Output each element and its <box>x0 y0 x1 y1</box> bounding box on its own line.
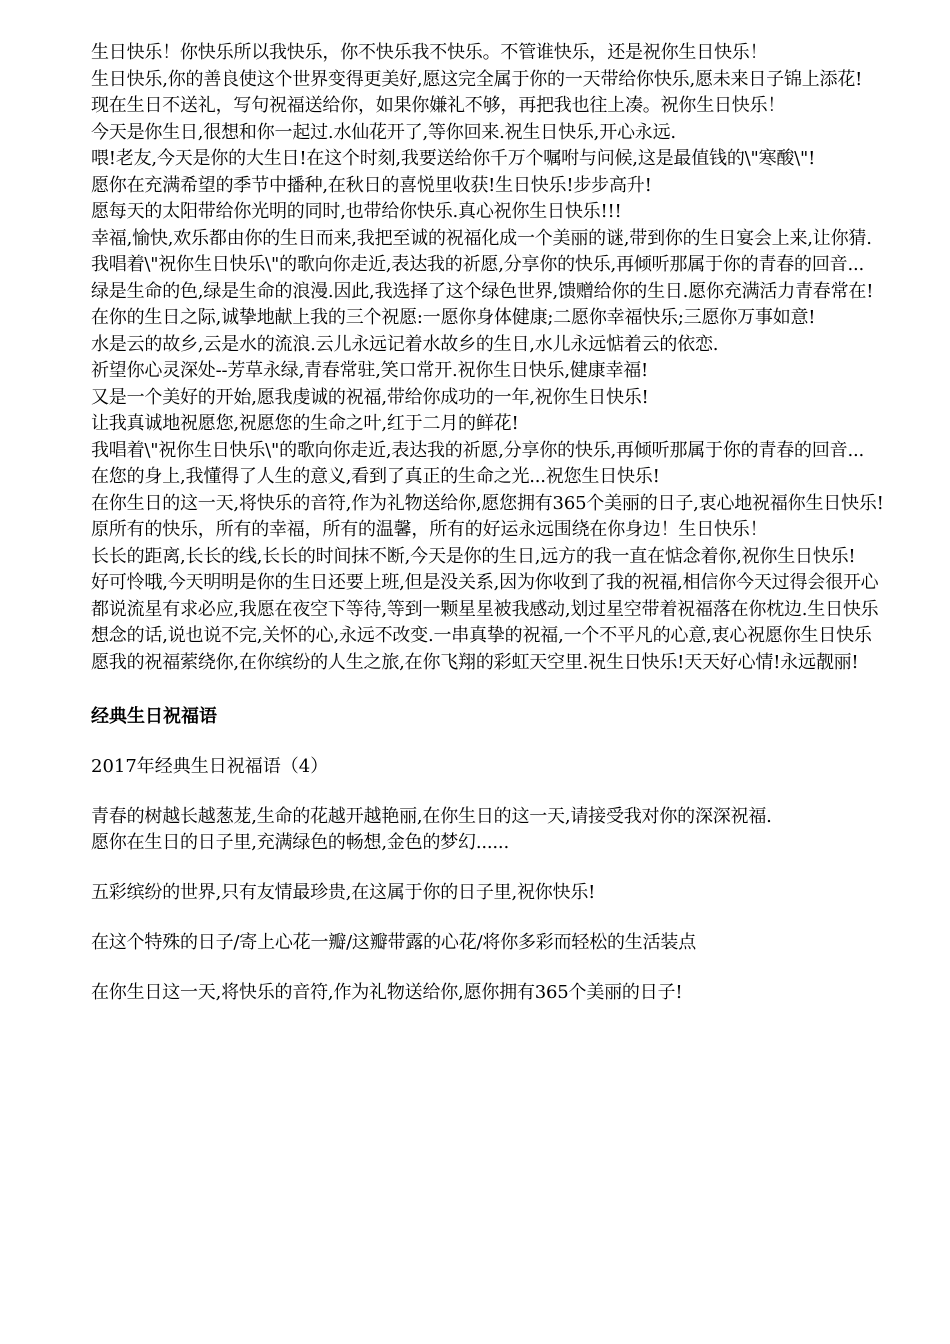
greeting-line: 生日快乐！你快乐所以我快乐，你不快乐我不快乐。不管谁快乐，还是祝你生日快乐！ <box>91 42 768 63</box>
paragraph-line: 在这个特殊的日子/寄上心花一瓣/这瓣带露的心花/将你多彩而轻松的生活装点 <box>91 932 696 953</box>
greeting-line: 愿我的祝福萦绕你,在你缤纷的人生之旅,在你飞翔的彩虹天空里.祝生日快乐!天天好心情!永远靓丽! <box>91 651 859 673</box>
greeting-line: 在你的生日之际,诚挚地献上我的三个祝愿:一愿你身体健康;二愿你幸福快乐;三愿你万事如意! <box>91 307 816 328</box>
greeting-line: 水是云的故乡,云是水的流浪.云儿永远记着水故乡的生日,水儿永远惦着云的依恋. <box>91 333 719 355</box>
greeting-line: 生日快乐,你的善良使这个世界变得更美好,愿这完全属于你的一天带给你快乐,愿未来日子锦上添花! <box>91 68 863 90</box>
greeting-line: 在您的身上,我懂得了人生的意义,看到了真正的生命之光...祝您生日快乐! <box>91 466 660 487</box>
paragraph-line: 青春的树越长越葱茏,生命的花越开越艳丽,在你生日的这一天,请接受我对你的深深祝福. <box>91 806 772 827</box>
paragraph-line: 五彩缤纷的世界,只有友情最珍贵,在这属于你的日子里,祝你快乐! <box>91 882 596 903</box>
greeting-line: 让我真诚地祝愿您,祝愿您的生命之叶,红于二月的鲜花! <box>91 413 519 434</box>
greeting-line: 今天是你生日,很想和你一起过.水仙花开了,等你回来.祝生日快乐,开心永远. <box>91 121 676 143</box>
greeting-line: 幸福,愉快,欢乐都由你的生日而来,我把至诚的祝福化成一个美丽的谜,带到你的生日宴会上来,让你猜. <box>91 227 872 249</box>
greeting-line: 又是一个美好的开始,愿我虔诚的祝福,带给你成功的一年,祝你生日快乐! <box>91 386 649 408</box>
section-subtitle: 2017年经典生日祝福语（4） <box>91 756 329 777</box>
paragraph-line: 愿你在生日的日子里,充满绿色的畅想,金色的梦幻...... <box>91 832 509 853</box>
section-heading: 经典生日祝福语 <box>91 706 217 727</box>
paragraph-block <box>91 880 918 906</box>
greeting-line: 愿你在充满希望的季节中播种,在秋日的喜悦里收获!生日快乐!步步高升! <box>91 174 652 196</box>
greeting-line: 好可怜哦,今天明明是你的生日还要上班,但是没关系,因为你收到了我的祝福,相信你今天过得会很开心 <box>91 572 879 593</box>
greeting-line: 在你生日的这一天,将快乐的音符,作为礼物送给你,愿您拥有365个美丽的日子,衷心地祝福你生日快乐! <box>91 492 884 514</box>
greeting-line: 愿每天的太阳带给你光明的同时,也带给你快乐.真心祝你生日快乐!!! <box>91 201 622 222</box>
paragraph-line: 在你生日这一天,将快乐的音符,作为礼物送给你,愿你拥有365个美丽的日子! <box>91 982 683 1003</box>
greeting-line: 喂!老友,今天是你的大生日!在这个时刻,我要送给你千万个嘱咐与问候,这是最值钱的\"寒酸\"! <box>91 148 816 169</box>
greeting-line: 绿是生命的色,绿是生命的浪漫.因此,我选择了这个绿色世界,馈赠给你的生日.愿你充满活力青春常在! <box>91 280 874 302</box>
paragraph-block <box>91 930 918 956</box>
greeting-line: 祈望你心灵深处--芳草永绿,青春常驻,笑口常开.祝你生日快乐,健康幸福! <box>91 360 649 381</box>
paragraph-block <box>91 804 918 856</box>
greeting-line: 想念的话,说也说不完,关怀的心,永远不改变.一串真挚的祝福,一个不平凡的心意,衷心祝愿你生日快乐 <box>91 625 872 646</box>
greeting-line: 都说流星有求必应,我愿在夜空下等待,等到一颗星星被我感动,划过星空带着祝福落在你枕边.生日快乐 <box>91 598 879 620</box>
paragraph-block <box>91 980 918 1006</box>
greeting-list <box>91 40 918 676</box>
greeting-line: 现在生日不送礼，写句祝福送给你，如果你嫌礼不够，再把我也往上凑。祝你生日快乐！ <box>91 95 786 116</box>
greeting-line: 原所有的快乐，所有的幸福，所有的温馨，所有的好运永远围绕在你身边！生日快乐！ <box>91 519 768 540</box>
greeting-line: 我唱着\"祝你生日快乐\"的歌向你走近,表达我的祈愿,分享你的快乐,再倾听那属于你的青春的回音... <box>91 439 865 461</box>
greeting-line: 长长的距离,长长的线,长长的时间抹不断,今天是你的生日,远方的我一直在惦念着你,祝你生日快乐! <box>91 545 856 567</box>
greeting-line: 我唱着\"祝你生日快乐\"的歌向你走近,表达我的祈愿,分享你的快乐,再倾听那属于你的青春的回音... <box>91 254 865 275</box>
